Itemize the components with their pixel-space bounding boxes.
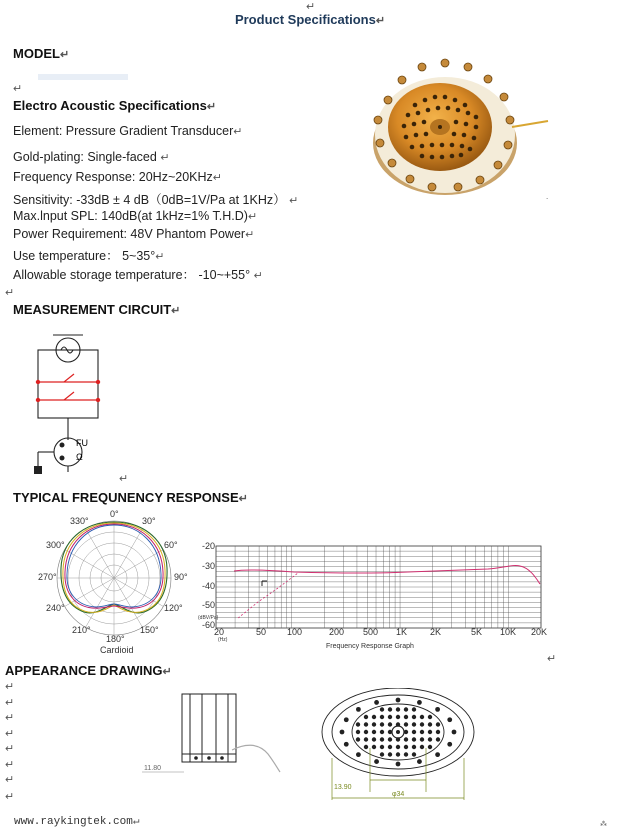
measurement-heading: MEASUREMENT CIRCUIT↵ bbox=[13, 302, 181, 317]
screw-hole bbox=[396, 762, 401, 767]
pilcrow-mark: . bbox=[546, 192, 549, 201]
spec-line: Gold-plating: Single-faced ↵ bbox=[13, 150, 170, 164]
capsule-hole bbox=[380, 715, 384, 719]
freq-x-tick: 50 bbox=[256, 627, 267, 637]
capsule-hole bbox=[428, 730, 432, 734]
capsule-hole bbox=[404, 707, 408, 711]
capsule-hole bbox=[364, 737, 368, 741]
frequency-heading: TYPICAL FREQUNENCY RESPONSE↵ bbox=[13, 490, 248, 505]
pilcrow-column: ↵ ↵ ↵ ↵ ↵ ↵ ↵ bbox=[5, 681, 15, 786]
screw-hole bbox=[344, 742, 349, 747]
page-marker: ⁂ bbox=[600, 821, 607, 828]
spec-line: Allowable storage temperature： -10~+55° ↵ bbox=[13, 268, 263, 282]
capsule-hole bbox=[372, 715, 376, 719]
capsule-hole bbox=[356, 722, 360, 726]
circuit-label-b: Ω bbox=[76, 452, 83, 462]
spec-line: Sensitivity: -33dB ± 4 dB（0dB=1V/Pa at 1KHz） ↵ bbox=[13, 193, 299, 207]
screw-hole bbox=[435, 752, 440, 757]
polar-angle-label: 30° bbox=[142, 516, 156, 526]
freq-caption: Frequency Response Graph bbox=[326, 643, 414, 650]
capsule-hole bbox=[364, 722, 368, 726]
freq-y-tick: -30 bbox=[202, 561, 216, 571]
capsule-hole bbox=[388, 707, 392, 711]
screw-hole bbox=[344, 717, 349, 722]
pilcrow-mark: ↵ bbox=[5, 287, 15, 299]
spec-line: Use temperature： 5~35°↵ bbox=[13, 249, 165, 263]
spec-line: Element: Pressure Gradient Transducer↵ bbox=[13, 124, 243, 138]
capsule-hole bbox=[412, 737, 416, 741]
measurement-circuit-diagram bbox=[28, 330, 108, 480]
capsule-hole bbox=[372, 745, 376, 749]
screw-hole bbox=[447, 717, 452, 722]
polar-angle-label: 330° bbox=[70, 516, 89, 526]
polar-angle-label: 270° bbox=[38, 572, 57, 582]
capsule-hole bbox=[396, 745, 400, 749]
capsule-hole bbox=[388, 722, 392, 726]
freq-y-tick: -40 bbox=[202, 581, 216, 591]
polar-caption: Cardioid bbox=[100, 645, 134, 655]
capsule-hole bbox=[412, 707, 416, 711]
polar-angle-label: 120° bbox=[164, 603, 183, 613]
capsule-hole bbox=[404, 752, 408, 756]
page-title: Product Specifications↵ bbox=[234, 12, 386, 27]
capsule-hole bbox=[428, 745, 432, 749]
screw-hole bbox=[447, 742, 452, 747]
freq-x-unit: (Hz) bbox=[218, 637, 228, 643]
capsule-hole bbox=[364, 730, 368, 734]
capsule-hole bbox=[404, 722, 408, 726]
capsule-hole bbox=[396, 707, 400, 711]
frequency-response-chart bbox=[198, 538, 548, 653]
capsule-hole bbox=[412, 752, 416, 756]
circuit-label-a: FU bbox=[76, 438, 88, 448]
side-view-drawing bbox=[140, 690, 290, 780]
screw-hole bbox=[356, 752, 361, 757]
freq-x-tick: 100 bbox=[287, 627, 303, 637]
capsule-hole bbox=[412, 722, 416, 726]
pilcrow-mark: ↵ bbox=[13, 83, 23, 95]
capsule-hole bbox=[380, 707, 384, 711]
capsule-hole bbox=[412, 715, 416, 719]
polar-angle-label: 300° bbox=[46, 540, 65, 550]
appearance-heading: APPEARANCE DRAWING↵ bbox=[5, 663, 172, 678]
capsule-hole bbox=[380, 752, 384, 756]
pilcrow-mark: ↵ bbox=[547, 653, 557, 665]
freq-x-tick: 200 bbox=[329, 627, 345, 637]
capsule-hole bbox=[388, 752, 392, 756]
freq-x-tick: 2K bbox=[430, 627, 442, 637]
freq-x-tick: 5K bbox=[471, 627, 483, 637]
pilcrow-mark: ↵ bbox=[5, 791, 15, 803]
polar-pattern-chart bbox=[32, 508, 197, 656]
capsule-hole bbox=[356, 737, 360, 741]
dimension-inner: 13.90 bbox=[334, 784, 352, 791]
capsule-hole bbox=[404, 745, 408, 749]
footer-url: www.raykingtek.com↵ bbox=[14, 816, 140, 828]
polar-angle-label: 150° bbox=[140, 625, 159, 635]
freq-x-tick: 10K bbox=[500, 627, 517, 637]
capsule-hole bbox=[380, 730, 384, 734]
capsule-hole bbox=[428, 715, 432, 719]
polar-angle-label: 60° bbox=[164, 540, 178, 550]
pilcrow-mark: ↵ bbox=[119, 473, 129, 485]
capsule-hole bbox=[420, 722, 424, 726]
model-heading: MODEL↵ bbox=[13, 46, 70, 61]
screw-hole bbox=[356, 707, 361, 712]
capsule-hole bbox=[428, 722, 432, 726]
freq-y-tick: -20 bbox=[202, 541, 216, 551]
screw-hole bbox=[452, 730, 457, 735]
polar-angle-label: 180° bbox=[106, 634, 125, 644]
capsule-hole bbox=[372, 722, 376, 726]
capsule-hole bbox=[380, 745, 384, 749]
capsule-hole bbox=[396, 715, 400, 719]
freq-x-tick: 20 bbox=[214, 627, 225, 637]
capsule-hole bbox=[364, 715, 368, 719]
capsule-hole bbox=[372, 730, 376, 734]
capsule-hole bbox=[380, 737, 384, 741]
screw-hole bbox=[417, 759, 422, 764]
capsule-hole bbox=[372, 737, 376, 741]
capsule-hole bbox=[404, 715, 408, 719]
freq-y-tick: -50 bbox=[202, 600, 216, 610]
screw-hole bbox=[374, 700, 379, 705]
capsule-hole bbox=[388, 737, 392, 741]
capsule-hole bbox=[436, 737, 440, 741]
polar-angle-label: 210° bbox=[72, 625, 91, 635]
capsule-hole bbox=[388, 745, 392, 749]
capsule-hole bbox=[380, 722, 384, 726]
freq-y-tick: -60 bbox=[202, 620, 216, 630]
capsule-hole bbox=[396, 752, 400, 756]
capsule-hole bbox=[364, 745, 368, 749]
capsule-hole bbox=[428, 737, 432, 741]
capsule-hole bbox=[436, 730, 440, 734]
polar-angle-label: 0° bbox=[110, 509, 119, 519]
screw-hole bbox=[417, 700, 422, 705]
freq-y-unit: (dBV/Pa) bbox=[198, 615, 219, 621]
capsule-hole bbox=[420, 730, 424, 734]
spec-line: Frequency Response: 20Hz~20KHz↵ bbox=[13, 170, 222, 184]
freq-x-tick: 500 bbox=[363, 627, 379, 637]
spec-line: Power Requirement: 48V Phantom Power↵ bbox=[13, 227, 255, 241]
screw-hole bbox=[396, 698, 401, 703]
capsule-hole bbox=[412, 745, 416, 749]
ea-heading: Electro Acoustic Specifications↵ bbox=[13, 98, 217, 113]
capsule-hole bbox=[420, 745, 424, 749]
capsule-hole bbox=[436, 722, 440, 726]
capsule-hole bbox=[388, 715, 392, 719]
screw-hole bbox=[374, 759, 379, 764]
dimension-outer: φ34 bbox=[392, 791, 405, 798]
capsule-photo bbox=[370, 55, 550, 205]
top-view-drawing bbox=[318, 688, 478, 806]
capsule-hole bbox=[356, 730, 360, 734]
capsule-hole bbox=[420, 737, 424, 741]
polar-angle-label: 90° bbox=[174, 572, 188, 582]
spec-line: Max.lnput SPL: 140dB(at 1kHz=1% T.H.D)↵ bbox=[13, 209, 258, 223]
pilcrow-mark: ↵ bbox=[306, 1, 316, 13]
screw-hole bbox=[435, 707, 440, 712]
model-highlight bbox=[38, 74, 128, 80]
polar-angle-label: 240° bbox=[46, 603, 65, 613]
capsule-hole bbox=[412, 730, 416, 734]
freq-x-tick: 1K bbox=[396, 627, 408, 637]
screw-hole bbox=[340, 730, 345, 735]
dimension-height: 11.80 bbox=[144, 765, 161, 772]
capsule-hole bbox=[420, 715, 424, 719]
capsule-hole bbox=[404, 737, 408, 741]
freq-x-tick: 20K bbox=[531, 627, 548, 637]
